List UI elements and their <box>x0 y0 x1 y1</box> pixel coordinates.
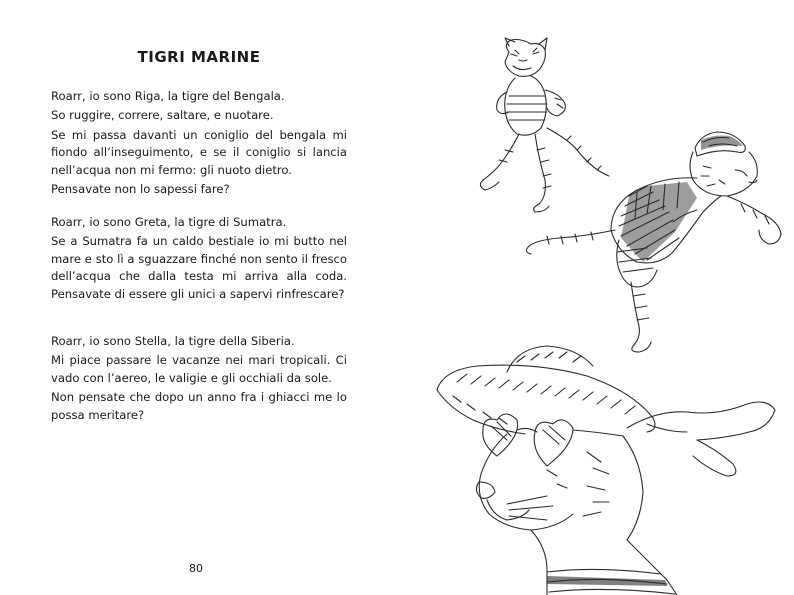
page-title: TIGRI MARINE <box>137 48 261 66</box>
right-page <box>397 0 794 595</box>
tiger-riga-figure <box>480 38 609 212</box>
tiger-stella-figure <box>437 346 775 595</box>
stanza-riga <box>51 88 347 200</box>
stanza-line: Pensavate non lo sapessi fare? <box>51 182 230 197</box>
illustration-drawing <box>397 0 794 595</box>
stanza-line: Roarr, io sono Greta, la tigre di Sumatra. <box>51 215 287 229</box>
stanza-line: So ruggire, correre, saltare, e nuotare. <box>51 108 274 123</box>
stanza-stella <box>51 333 347 426</box>
page-number: 80 <box>189 562 203 575</box>
stanza-greta <box>51 214 347 305</box>
stanza-line: Se a Sumatra fa un caldo bestiale io mi butto nel mare e sto lì a sguazzare finché non sento il fresco dell’acqua che dalla testa mi arriva alla coda. Pensavate di essere gli unici a sapervi rinfrescare? <box>51 234 347 301</box>
stanza-line: Mi piace passare le vacanze nei mari tropicali. Ci vado con l’aereo, le valigie e gli occhiali da sole. <box>51 353 347 385</box>
tiger-illustration <box>397 0 794 595</box>
stanza-line: Roarr, io sono Stella, la tigre della Siberia. <box>51 334 295 348</box>
stanza-line: Se mi passa davanti un coniglio del bengala mi fiondo all’inseguimento, e se il coniglio si lancia nell’acqua non mi fermo: gli nuoto dietro. <box>51 127 347 177</box>
stanza-line: Non pensate che dopo un anno fra i ghiacci me lo possa meritare? <box>51 390 347 422</box>
stanza-line: Roarr, io sono Riga, la tigre del Bengala. <box>51 89 285 103</box>
